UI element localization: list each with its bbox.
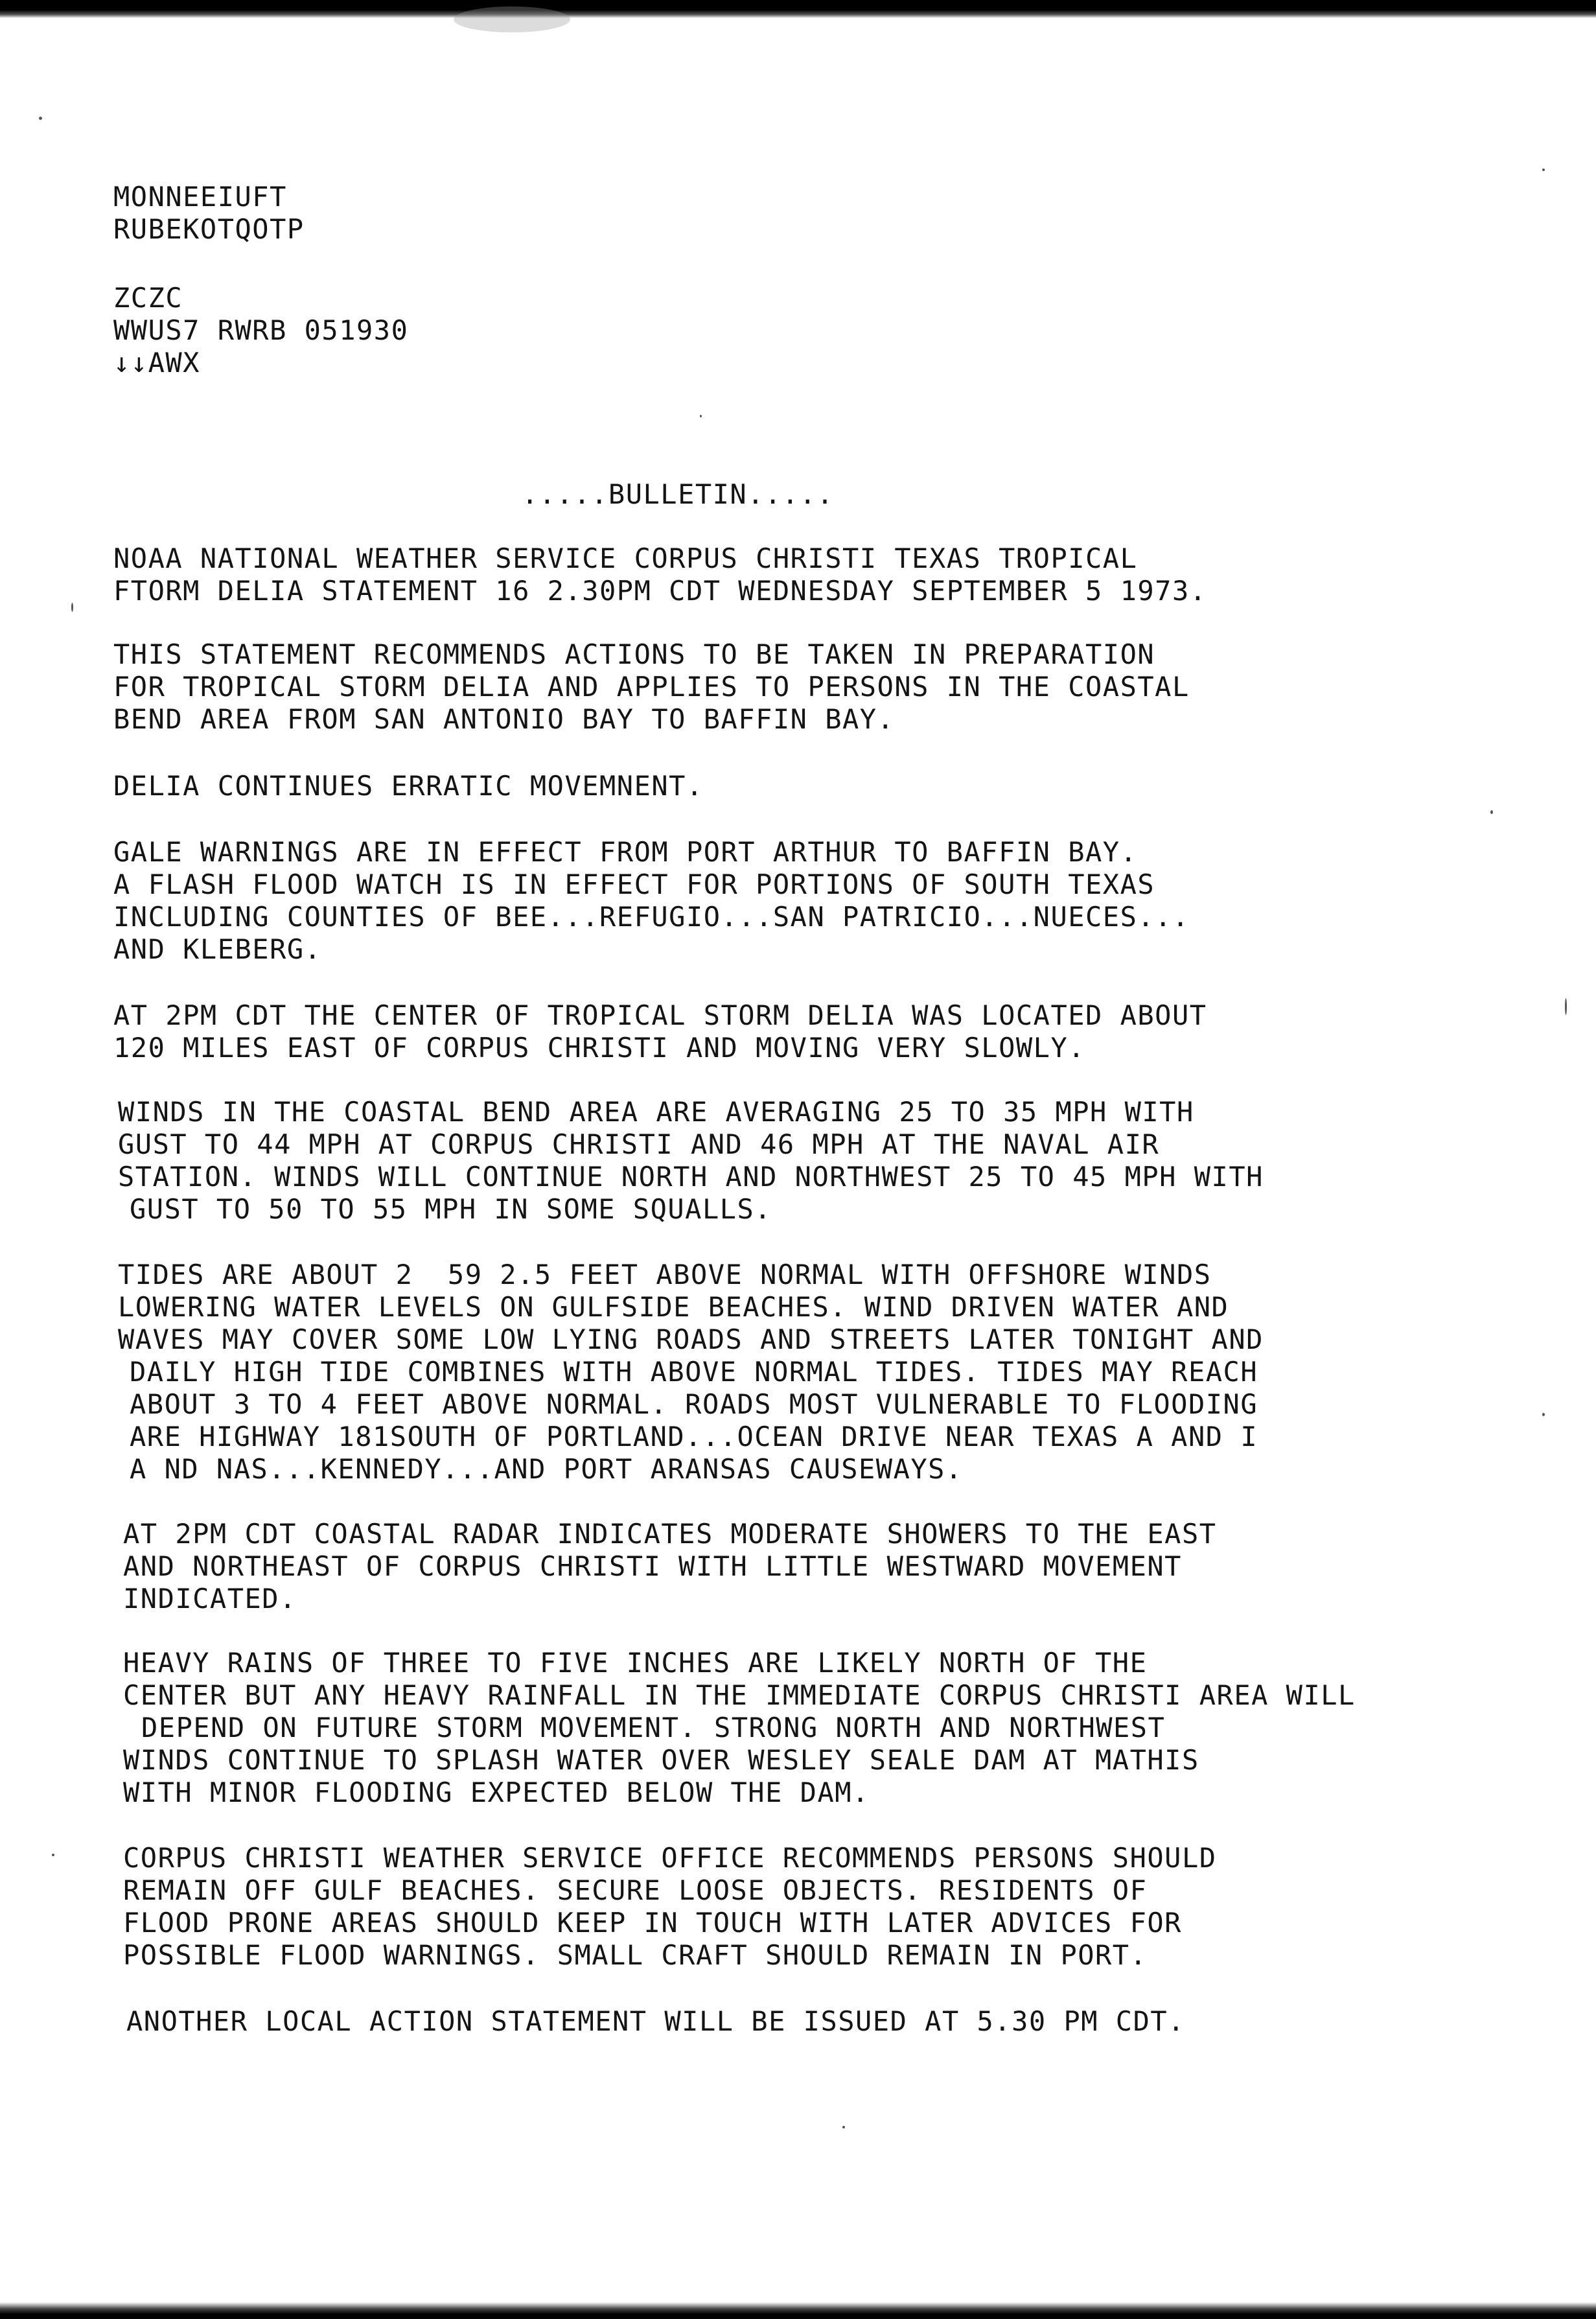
header-line: WWUS7 RWRB 051930 — [113, 314, 409, 346]
paragraph-line: THIS STATEMENT RECOMMENDS ACTIONS TO BE TAKEN IN PREPARATION — [113, 638, 1155, 670]
paragraph-line: FOR TROPICAL STORM DELIA AND APPLIES TO PERSONS IN THE COASTAL — [113, 671, 1190, 703]
scan-speck — [39, 117, 42, 120]
paragraph-line: CENTER BUT ANY HEAVY RAINFALL IN THE IMMEDIATE CORPUS CHRISTI AREA WILL — [123, 1679, 1356, 1711]
scan-speck — [1542, 1413, 1545, 1416]
paragraph-line: DEPEND ON FUTURE STORM MOVEMENT. STRONG NORTH AND NORTHWEST — [141, 1712, 1166, 1743]
scan-speck — [1565, 998, 1567, 1015]
paragraph-line: 120 MILES EAST OF CORPUS CHRISTI AND MOVING VERY SLOWLY. — [113, 1032, 1086, 1064]
paragraph-line: A FLASH FLOOD WATCH IS IN EFFECT FOR PORTIONS OF SOUTH TEXAS — [113, 868, 1155, 900]
paragraph-line: WINDS IN THE COASTAL BEND AREA ARE AVERAGING 25 TO 35 MPH WITH — [118, 1096, 1194, 1128]
paragraph-line: WINDS CONTINUE TO SPLASH WATER OVER WESLEY SEALE DAM AT MATHIS — [123, 1744, 1199, 1776]
bulletin-title: .....BULLETIN..... — [522, 478, 835, 510]
paragraph-line: WITH MINOR FLOODING EXPECTED BELOW THE DAM. — [123, 1777, 870, 1808]
paragraph-line: LOWERING WATER LEVELS ON GULFSIDE BEACHES. WIND DRIVEN WATER AND — [118, 1291, 1229, 1323]
paragraph-line: AT 2PM CDT THE CENTER OF TROPICAL STORM DELIA WAS LOCATED ABOUT — [113, 999, 1207, 1031]
paragraph-line: INCLUDING COUNTIES OF BEE...REFUGIO...SAN PATRICIO...NUECES... — [113, 901, 1190, 933]
paragraph-line: GUST TO 50 TO 55 MPH IN SOME SQUALLS. — [130, 1193, 772, 1225]
paragraph-line: FTORM DELIA STATEMENT 16 2.30PM CDT WEDNESDAY SEPTEMBER 5 1973. — [113, 575, 1207, 607]
paragraph-line: HEAVY RAINS OF THREE TO FIVE INCHES ARE LIKELY NORTH OF THE — [123, 1647, 1148, 1679]
paragraph-line: A ND NAS...KENNEDY...AND PORT ARANSAS CAUSEWAYS. — [130, 1453, 963, 1485]
paragraph-line: REMAIN OFF GULF BEACHES. SECURE LOOSE OBJECTS. RESIDENTS OF — [123, 1874, 1148, 1906]
paragraph-line: DELIA CONTINUES ERRATIC MOVEMNENT. — [113, 770, 704, 802]
paragraph-line: ANOTHER LOCAL ACTION STATEMENT WILL BE ISSUED AT 5.30 PM CDT. — [126, 2005, 1185, 2037]
paragraph-line: AND KLEBERG. — [113, 933, 322, 965]
header-line: MONNEEIUFT — [113, 181, 287, 213]
header-line: ZCZC — [113, 282, 183, 314]
paragraph-line: BEND AREA FROM SAN ANTONIO BAY TO BAFFIN BAY. — [113, 703, 895, 735]
paragraph-line: INDICATED. — [123, 1583, 297, 1614]
scan-speck — [52, 1854, 54, 1856]
paragraph-line: ABOUT 3 TO 4 FEET ABOVE NORMAL. ROADS MOST VULNERABLE TO FLOODING — [130, 1388, 1258, 1420]
bottom-paper-edge — [0, 2302, 1596, 2319]
paragraph-line: DAILY HIGH TIDE COMBINES WITH ABOVE NORMAL TIDES. TIDES MAY REACH — [130, 1356, 1258, 1388]
scan-speck — [842, 2126, 845, 2128]
paragraph-line: GUST TO 44 MPH AT CORPUS CHRISTI AND 46 MPH AT THE NAVAL AIR — [118, 1128, 1160, 1160]
paragraph-line: AND NORTHEAST OF CORPUS CHRISTI WITH LITTLE WESTWARD MOVEMENT — [123, 1550, 1182, 1582]
paragraph-line: AT 2PM CDT COASTAL RADAR INDICATES MODERATE SHOWERS TO THE EAST — [123, 1518, 1217, 1550]
paragraph-line: FLOOD PRONE AREAS SHOULD KEEP IN TOUCH WITH LATER ADVICES FOR — [123, 1907, 1182, 1939]
paragraph-line: NOAA NATIONAL WEATHER SERVICE CORPUS CHRISTI TEXAS TROPICAL — [113, 542, 1138, 574]
paragraph-line: POSSIBLE FLOOD WARNINGS. SMALL CRAFT SHOULD REMAIN IN PORT. — [123, 1939, 1148, 1971]
scan-speck — [1542, 169, 1545, 171]
paragraph-line: WAVES MAY COVER SOME LOW LYING ROADS AND STREETS LATER TONIGHT AND — [118, 1323, 1264, 1355]
paragraph-line: CORPUS CHRISTI WEATHER SERVICE OFFICE RECOMMENDS PERSONS SHOULD — [123, 1842, 1217, 1874]
paragraph-line: TIDES ARE ABOUT 2 59 2.5 FEET ABOVE NORMAL WITH OFFSHORE WINDS — [118, 1259, 1212, 1290]
scan-speck — [71, 603, 73, 612]
header-line: ↓↓AWX — [113, 347, 200, 379]
scan-speck — [1490, 810, 1493, 814]
scan-speck — [700, 415, 702, 417]
paragraph-line: STATION. WINDS WILL CONTINUE NORTH AND NORTHWEST 25 TO 45 MPH WITH — [118, 1161, 1264, 1193]
header-line: RUBEKOTQOTP — [113, 213, 305, 245]
paragraph-line: GALE WARNINGS ARE IN EFFECT FROM PORT ARTHUR TO BAFFIN BAY. — [113, 836, 1138, 868]
paragraph-line: ARE HIGHWAY 181SOUTH OF PORTLAND...OCEAN DRIVE NEAR TEXAS A AND I — [130, 1421, 1258, 1452]
